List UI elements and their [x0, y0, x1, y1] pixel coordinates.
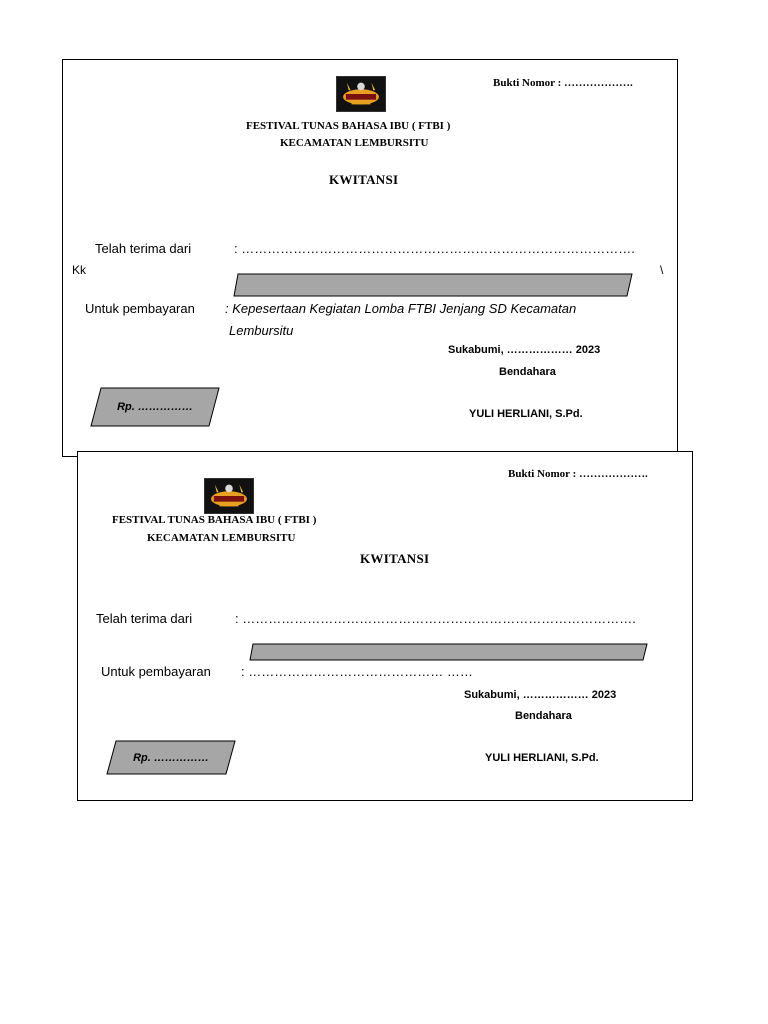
received-from-label: Telah terima dari	[96, 611, 193, 626]
ftbi-logo-icon	[204, 478, 254, 514]
receipt-1	[62, 59, 678, 457]
stray-mark-left: Kk	[72, 263, 87, 277]
signer-role: Bendahara	[499, 366, 556, 378]
signatory-name: YULI HERLIANI, S.Pd.	[469, 408, 583, 420]
ftbi-logo-icon	[336, 76, 386, 112]
amount-words-box	[250, 644, 647, 660]
payment-value-line-2: Lembursitu	[229, 323, 294, 338]
amount-box	[91, 388, 219, 426]
payment-value-line-1: : ……………………………………… ……	[241, 664, 473, 679]
heading-line-2: KECAMATAN LEMBURSITU	[280, 137, 429, 149]
received-from-value: : ……………………………………………………………………………….	[234, 241, 635, 256]
place-date: Sukabumi, ……………… 2023	[448, 344, 601, 356]
signer-role: Bendahara	[515, 710, 572, 722]
amount-text: Rp. ……………	[133, 751, 209, 764]
stray-mark-right: \	[660, 263, 664, 277]
receipt-title: KWITANSI	[329, 172, 399, 187]
heading-line-1: FESTIVAL TUNAS BAHASA IBU ( FTBI )	[112, 514, 317, 526]
amount-text: Rp. ……………	[117, 401, 193, 413]
received-from-label: Telah terima dari	[95, 241, 192, 256]
payment-label: Untuk pembayaran	[101, 664, 211, 679]
amount-words-box	[234, 274, 632, 296]
amount-box	[107, 741, 235, 774]
payment-value-line-1: : Kepesertaan Kegiatan Lomba FTBI Jenjang SD Kecamatan	[225, 301, 577, 316]
place-date: Sukabumi, ……………… 2023	[464, 689, 617, 701]
signatory-name: YULI HERLIANI, S.Pd.	[485, 752, 599, 764]
receipt-title: KWITANSI	[360, 551, 430, 566]
receipt-number: Bukti Nomor : ……………….	[493, 77, 633, 89]
payment-label: Untuk pembayaran	[85, 301, 195, 316]
received-from-value: : ……………………………………………………………………………….	[235, 611, 636, 626]
receipt-number: Bukti Nomor : ……………….	[508, 468, 648, 480]
receipt-2	[77, 451, 693, 801]
heading-line-2: KECAMATAN LEMBURSITU	[147, 532, 296, 544]
heading-line-1: FESTIVAL TUNAS BAHASA IBU ( FTBI )	[246, 120, 451, 132]
